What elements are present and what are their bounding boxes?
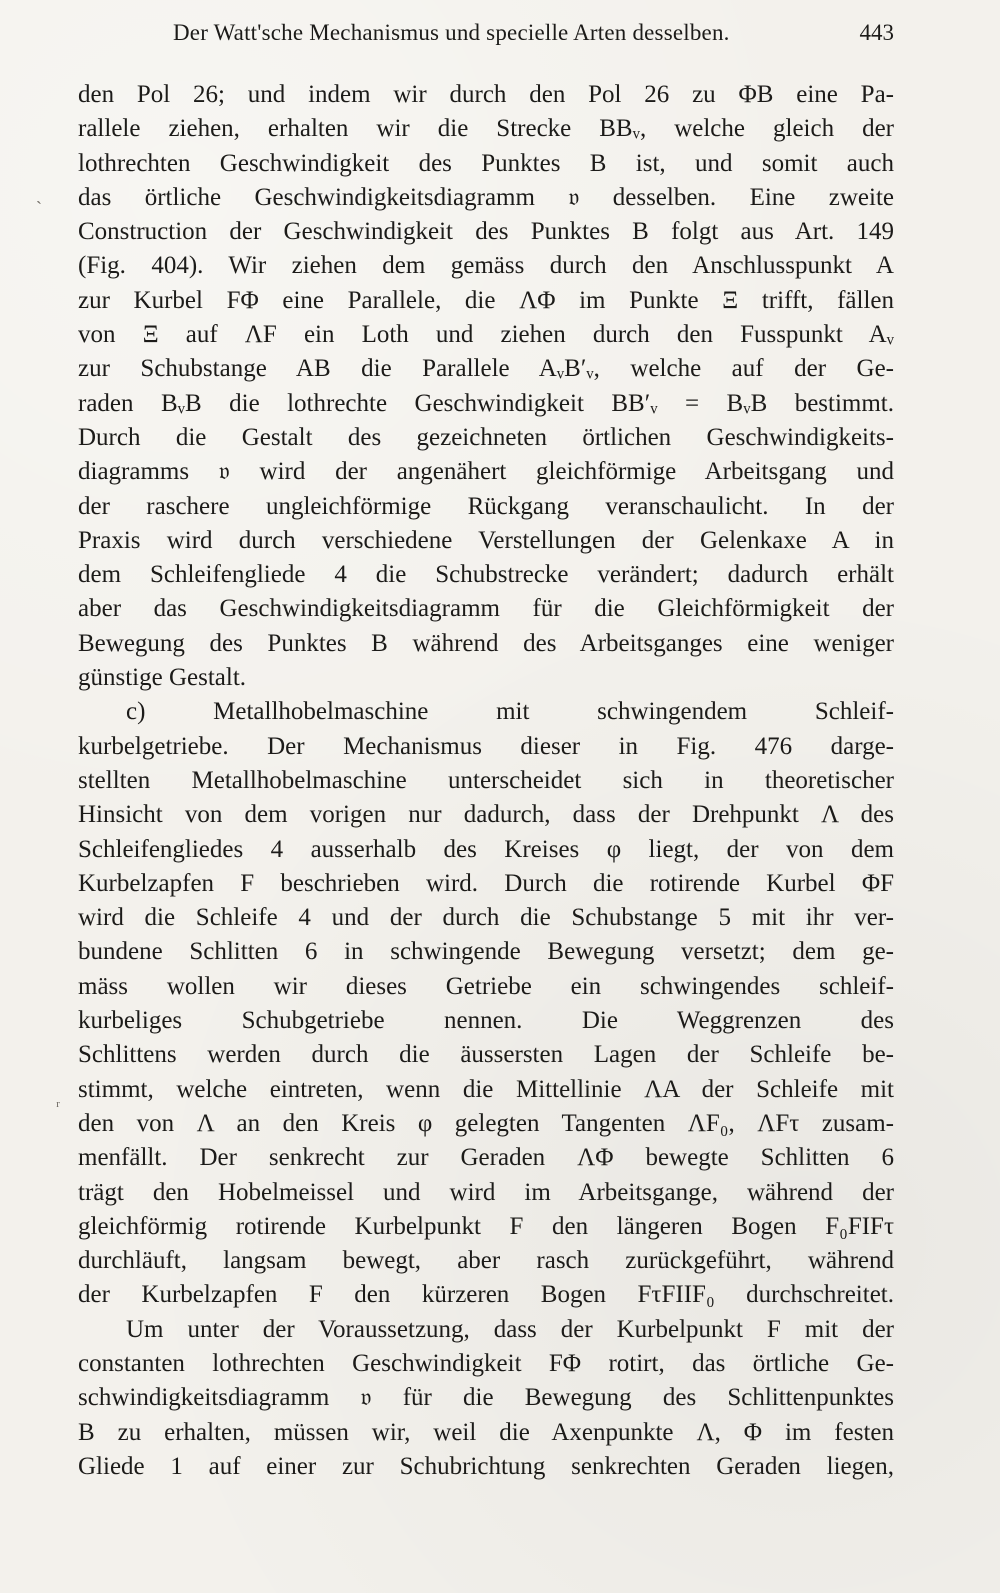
text-line: Schleifengliedes 4 ausserhalb des Kreises φ liegt, der von dem xyxy=(78,835,894,863)
text-line: den Pol 26; und indem wir durch den Pol 26 zu ΦB eine Pa- xyxy=(78,81,894,108)
text-line: constanten lothrechten Geschwindigkeit FΦ rotirt, das örtliche Ge- xyxy=(78,1349,894,1377)
body-text xyxy=(78,78,894,1484)
text-line: kurbeliges Schubgetriebe nennen. Die Weggrenzen des xyxy=(78,1007,894,1035)
text-line: zur Schubstange AB die Parallele AᵥB′ᵥ, welche auf der Ge- xyxy=(78,355,894,383)
text-line: schwindigkeitsdiagramm 𝔳 für die Bewegung des Schlittenpunktes xyxy=(78,1384,894,1412)
text-line: Schlittens werden durch die äussersten Lagen der Schleife be- xyxy=(78,1041,894,1069)
text-line: aber das Geschwindigkeitsdiagramm für die Gleichförmigkeit der xyxy=(78,595,894,623)
text-line: Praxis wird durch verschiedene Verstellungen der Gelenkaxe A in xyxy=(78,526,894,554)
text-line: B zu erhalten, müssen wir, weil die Axenpunkte Λ, Φ im festen xyxy=(78,1418,894,1446)
text-line: das örtliche Geschwindigkeitsdiagramm 𝔳 desselben. Eine zweite xyxy=(78,183,894,211)
text-line: Um unter der Voraussetzung, dass der Kurbelpunkt F mit der xyxy=(126,1315,894,1343)
text-line: Kurbelzapfen F beschrieben wird. Durch die rotirende Kurbel ΦF xyxy=(78,869,894,897)
text-line: trägt den Hobelmeissel und wird im Arbeitsgange, während der xyxy=(78,1178,894,1206)
margin-mark: ʳ xyxy=(56,1096,60,1116)
text-line: (Fig. 404). Wir ziehen dem gemäss durch den Anschlusspunkt A xyxy=(78,252,894,280)
running-head: Der Watt'sche Mechanismus und specielle Arten desselben. xyxy=(173,20,730,45)
text-line: lothrechten Geschwindigkeit des Punktes B ist, und somit auch xyxy=(78,149,894,177)
text-line: durchläuft, langsam bewegt, aber rasch zurückgeführt, während xyxy=(78,1247,894,1275)
text-line: mäss wollen wir dieses Getriebe ein schwingendes schleif- xyxy=(78,972,894,1000)
text-line: wird die Schleife 4 und der durch die Schubstange 5 mit ihr ver- xyxy=(78,904,894,932)
text-line: Construction der Geschwindigkeit des Punktes B folgt aus Art. 149 xyxy=(78,218,894,246)
text-line: der Kurbelzapfen F den kürzeren Bogen FτFIIF₀ durchschreitet. xyxy=(78,1281,894,1309)
text-line: raden BᵥB die lothrechte Geschwindigkeit BB′ᵥ = BᵥB bestimmt. xyxy=(78,389,894,417)
text-line: Hinsicht von dem vorigen nur dadurch, dass der Drehpunkt Λ des xyxy=(78,801,894,829)
text-line: den von Λ an den Kreis φ gelegten Tangenten ΛF₀, ΛFτ zusam- xyxy=(78,1109,894,1137)
margin-mark: ˎ xyxy=(36,184,42,204)
text-line: stellten Metallhobelmaschine unterscheidet sich in theoretischer xyxy=(78,766,894,794)
text-line: kurbelgetriebe. Der Mechanismus dieser in Fig. 476 darge- xyxy=(78,732,894,760)
page-number: 443 xyxy=(859,20,894,45)
text-line: Bewegung des Punktes B während des Arbeitsganges eine weniger xyxy=(78,629,894,657)
text-line: rallele ziehen, erhalten wir die Strecke BBᵥ, welche gleich der xyxy=(78,115,894,143)
text-line: Gliede 1 auf einer zur Schubrichtung senkrechten Geraden liegen, xyxy=(78,1452,894,1480)
text-line: der raschere ungleichförmige Rückgang veranschaulicht. In der xyxy=(78,492,894,520)
page-header xyxy=(78,20,894,56)
text-line: günstige Gestalt. xyxy=(78,664,247,692)
text-line: von Ξ auf ΛF ein Loth und ziehen durch den Fusspunkt Aᵥ xyxy=(78,321,894,349)
text-line: menfällt. Der senkrecht zur Geraden ΛΦ bewegte Schlitten 6 xyxy=(78,1144,894,1172)
text-line: Durch die Gestalt des gezeichneten örtlichen Geschwindigkeits- xyxy=(78,423,894,451)
text-line: bundene Schlitten 6 in schwingende Bewegung versetzt; dem ge- xyxy=(78,938,894,966)
section-heading-line: c) Metallhobelmaschine mit schwingendem Schleif- xyxy=(126,698,894,726)
text-line: dem Schleifengliede 4 die Schubstrecke verändert; dadurch erhält xyxy=(78,561,894,589)
text-line: diagramms 𝔳 wird der angenähert gleichförmige Arbeitsgang und xyxy=(78,458,894,486)
text-line: zur Kurbel FΦ eine Parallele, die ΛΦ im Punkte Ξ trifft, fällen xyxy=(78,286,894,314)
text-line: gleichförmig rotirende Kurbelpunkt F den längeren Bogen F₀FIFτ xyxy=(78,1212,894,1240)
text-line: stimmt, welche eintreten, wenn die Mittellinie ΛA der Schleife mit xyxy=(78,1075,894,1103)
